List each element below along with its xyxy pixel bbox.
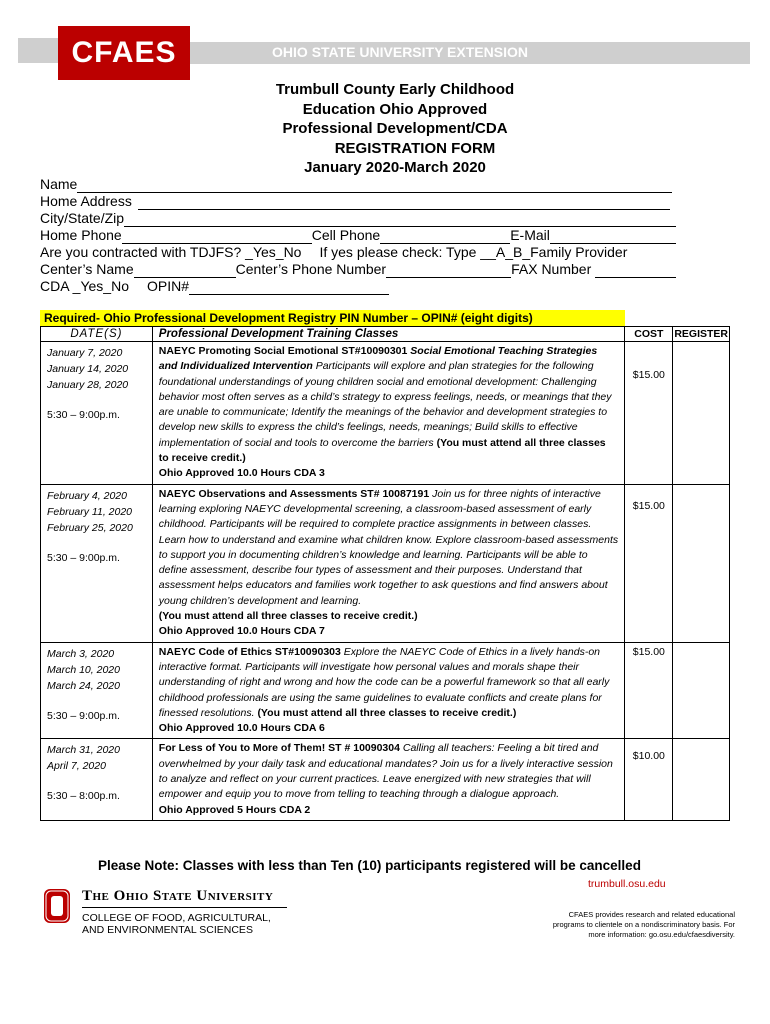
class-description <box>152 342 625 485</box>
centers-name-label: Center’s Name <box>40 261 134 277</box>
cancellation-note: Please Note: Classes with less than Ten (10) participants registered will be cancelled <box>98 858 641 873</box>
cost-value: $15.00 <box>632 499 665 512</box>
name-label: Name <box>40 176 78 192</box>
email-field[interactable] <box>550 230 676 244</box>
extension-text: OHIO STATE UNIVERSITY EXTENSION <box>272 44 528 60</box>
class-title: For Less of You to More of Them! ST # 10090304 <box>158 742 400 755</box>
approved-hours: Ohio Approved 10.0 Hours CDA 3 <box>158 467 325 480</box>
cost-value: $15.00 <box>632 369 665 381</box>
name-field[interactable] <box>77 179 672 193</box>
class-dates <box>41 642 153 739</box>
centers-phone-field[interactable] <box>386 264 511 278</box>
class-schedule-table <box>40 326 730 821</box>
class-cost <box>625 484 673 642</box>
class-desc-text: Explore the NAEYC Code of Ethics in a lively hands-on interactive format. Participants will investigate how personal values and morals shape their understanding of right and wrong and how the code can be a powerful framework so that all early childhood professionals are using the same guidelines to evaluate conflicts and create plans for finessed resolutions. <box>158 645 610 719</box>
centers-phone-label: Center’s Phone Number <box>235 261 387 277</box>
class-title: NAEYC Code of Ethics ST#10090303 <box>158 645 341 658</box>
register-cell[interactable] <box>673 642 730 739</box>
cfaes-logo: CFAES <box>58 26 190 80</box>
class-dates <box>41 484 153 642</box>
class-desc-text: Participants will explore and plan strategies for the following foundational understandings of young children social and emotional development: Challenging behavior most often serves as a child’s strategy to express feelings, needs, or meanings that they are unable to communicate; Identify the meanings of the behavior and development strategies to develop new skills to express the child’s feelings, needs, meanings; Build skills to effective implementation of social and tools to overcome the barriers <box>158 360 612 449</box>
approved-hours: Ohio Approved 5 Hours CDA 2 <box>158 803 311 816</box>
title-line: Trumbull County Early Childhood <box>275 81 515 98</box>
table-row <box>41 739 730 820</box>
title-line: Professional Development/CDA <box>282 120 508 137</box>
cda-question[interactable]: CDA _Yes_No <box>40 278 129 294</box>
date: March 3, 2020 <box>47 647 115 660</box>
cell-phone-label: Cell Phone <box>311 227 381 243</box>
class-time: 5:30 – 9:00p.m. <box>47 409 120 421</box>
home-address-label: Home Address <box>40 193 132 209</box>
type-check[interactable]: If yes please check: Type __A_B_Family Provider <box>319 244 628 260</box>
city-state-zip-label: City/State/Zip <box>40 210 125 226</box>
header-grey-block <box>18 38 58 63</box>
class-subtitle: Social Emotional Teaching Strategies and Individualized Intervention <box>158 345 598 373</box>
website-link[interactable]: trumbull.osu.edu <box>588 878 666 890</box>
attendance-note: (You must attend all three classes to receive credit.) <box>158 610 418 623</box>
date: April 7, 2020 <box>47 760 106 773</box>
nondiscrimination-note: CFAES provides research and related educational programs to clientele on a nondiscriminatory basis. For more information: go.osu.edu/cfaesdiversity. <box>552 910 735 939</box>
title-line: REGISTRATION FORM <box>334 139 496 157</box>
class-desc-text: Join us for three nights of interactive learning exploring NAEYC developmental screening, a classroom-based assessment of early childhood. Participants will be required to complete practice assignments in between classes. Learn how to understand and examine what children know. Explore classroom-based assessments to support you in documenting children’s knowledge and learning. Participants will be able to define assessment, describe four types of assessment and their purposes. Understand that assessment helps educators and families work together to ask questions and find answers about young children’s development and learning. <box>158 487 619 607</box>
class-time: 5:30 – 8:00p.m. <box>47 790 120 803</box>
class-time: 5:30 – 9:00p.m. <box>47 709 120 722</box>
class-cost <box>625 739 673 820</box>
class-dates <box>41 342 153 485</box>
register-cell[interactable] <box>673 484 730 642</box>
class-description <box>152 739 625 820</box>
contracted-question[interactable]: Are you contracted with TDJFS? _Yes_No <box>40 244 302 260</box>
table-row <box>41 484 730 642</box>
approved-hours: Ohio Approved 10.0 Hours CDA 7 <box>158 625 325 638</box>
home-phone-field[interactable] <box>122 230 312 244</box>
form-title <box>180 80 610 178</box>
home-phone-label: Home Phone <box>40 227 122 243</box>
date: January 14, 2020 <box>47 363 129 375</box>
fax-label: FAX Number <box>511 261 592 277</box>
centers-name-field[interactable] <box>134 264 236 278</box>
opin-label: OPIN# <box>146 278 189 294</box>
attendance-note: (You must attend all three classes to receive credit.) <box>257 706 517 719</box>
class-dates <box>41 739 153 820</box>
table-header-row <box>41 327 730 342</box>
table-row <box>41 342 730 485</box>
opin-required-banner: Required- Ohio Professional Development Registry PIN Number – OPIN# (eight digits) <box>40 310 625 326</box>
date: February 4, 2020 <box>47 489 127 502</box>
fax-field[interactable] <box>595 264 676 278</box>
block-o-logo-icon <box>43 888 71 924</box>
college-name <box>82 912 271 936</box>
attendance-note: (You must attend all three classes to receive credit.) <box>158 436 606 465</box>
class-cost <box>625 342 673 485</box>
osu-wordmark: The Ohio State University <box>82 888 274 904</box>
email-label: E-Mail <box>510 227 550 243</box>
title-line: January 2020-March 2020 <box>304 159 486 176</box>
class-title: NAEYC Promoting Social Emotional ST#10090301 <box>158 345 408 357</box>
program-header: Professional Development Training Classes <box>152 327 625 342</box>
cost-value: $10.00 <box>632 750 665 763</box>
date: February 25, 2020 <box>47 521 133 534</box>
class-cost <box>625 642 673 739</box>
date: January 7, 2020 <box>47 347 123 359</box>
cost-header: COST <box>625 327 673 342</box>
date: January 28, 2020 <box>47 379 129 391</box>
date: March 24, 2020 <box>47 679 120 692</box>
college-line: AND ENVIRONMENTAL SCIENCES <box>82 924 253 936</box>
register-cell[interactable] <box>673 739 730 820</box>
class-desc-text: Calling all teachers: Feeling a bit tired and overwhelmed by your daily task and educational mandates? Join us for a lively interactive session to analyze and reflect on your current practices. Leave energized with new strategies that will empower and equip you to move from telling to teaching through a dialogue approach. <box>158 742 613 801</box>
cell-phone-field[interactable] <box>380 230 510 244</box>
date: March 10, 2020 <box>47 663 120 676</box>
class-description <box>152 642 625 739</box>
cost-value: $15.00 <box>632 645 665 658</box>
date: March 31, 2020 <box>47 744 120 757</box>
class-time: 5:30 – 9:00p.m. <box>47 551 120 564</box>
register-header: REGISTER <box>674 328 728 340</box>
home-address-field[interactable] <box>138 196 670 210</box>
wordmark-divider <box>82 907 287 908</box>
dates-header: DATE(S) <box>41 327 153 342</box>
class-description <box>152 484 625 642</box>
date: February 11, 2020 <box>47 505 133 518</box>
title-line: Education Ohio Approved <box>302 100 488 118</box>
register-cell[interactable] <box>673 342 730 485</box>
opin-field[interactable] <box>189 281 389 295</box>
college-line: COLLEGE OF FOOD, AGRICULTURAL, <box>82 912 271 924</box>
registration-fields <box>40 176 680 295</box>
city-state-zip-field[interactable] <box>124 213 676 227</box>
class-title: NAEYC Observations and Assessments ST# 10087191 <box>158 487 430 500</box>
table-row <box>41 642 730 739</box>
approved-hours: Ohio Approved 10.0 Hours CDA 6 <box>158 722 325 735</box>
